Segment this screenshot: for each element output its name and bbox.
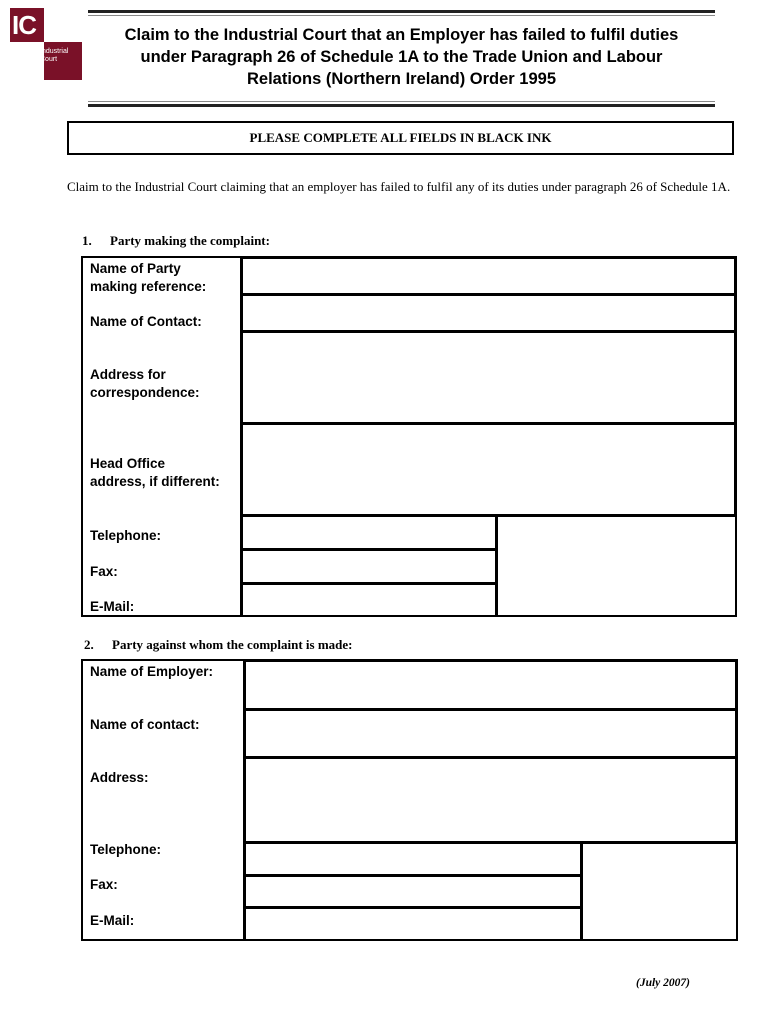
- employer-fax-field[interactable]: [244, 875, 582, 908]
- party-contact-field[interactable]: [241, 294, 736, 332]
- party-fax-label: Fax:: [90, 564, 118, 579]
- section-1-title: Party making the complaint:: [110, 233, 270, 248]
- employer-fax-label: Fax:: [90, 877, 118, 892]
- party-name-label: [90, 260, 206, 296]
- logo-caption: [40, 48, 68, 64]
- correspondence-address-field[interactable]: [241, 331, 736, 424]
- correspondence-address-label: [90, 366, 200, 402]
- employer-address-field[interactable]: [244, 757, 737, 843]
- title-rule-top: [88, 10, 715, 13]
- correspondence-address-label-line2: correspondence:: [90, 385, 200, 400]
- section-2-number: 2.: [84, 637, 94, 652]
- employer-telephone-field[interactable]: [244, 842, 582, 876]
- party-contact-label: Name of Contact:: [90, 314, 202, 329]
- form-date: (July 2007): [636, 977, 690, 989]
- party-name-label-line1: Name of Party: [90, 261, 181, 276]
- employer-contact-extra-field[interactable]: [581, 842, 738, 941]
- title-rule-bottom-thin: [88, 101, 715, 102]
- head-office-label-line1: Head Office: [90, 456, 166, 471]
- logo-caption-line1: Industrial: [40, 48, 69, 55]
- correspondence-address-label-line1: Address for: [90, 367, 166, 382]
- industrial-court-logo: [10, 8, 82, 68]
- employer-name-label: Name of Employer:: [90, 664, 214, 679]
- employer-telephone-label: Telephone:: [90, 842, 162, 857]
- employer-email-field[interactable]: [244, 907, 582, 941]
- party-fax-field[interactable]: [241, 549, 497, 584]
- title-line-3: Relations (Northern Ireland) Order 1995: [247, 70, 556, 88]
- title-rule-top-thin: [88, 15, 715, 16]
- title-rule-bottom: [88, 104, 715, 107]
- party-name-field[interactable]: [241, 257, 736, 295]
- page-title: [88, 24, 715, 90]
- section-1-number: 1.: [82, 233, 92, 248]
- head-office-label-line2: address, if different:: [90, 474, 220, 489]
- employer-address-label: Address:: [90, 770, 149, 785]
- employer-name-field[interactable]: [244, 660, 737, 710]
- party-email-field[interactable]: [241, 583, 497, 617]
- section-2-title: Party against whom the complaint is made:: [112, 637, 353, 652]
- party-contact-extra-field[interactable]: [496, 515, 737, 617]
- employer-email-label: E-Mail:: [90, 913, 135, 928]
- head-office-label: [90, 455, 220, 491]
- employer-contact-label: Name of contact:: [90, 717, 200, 732]
- logo-initials: IC: [12, 10, 36, 40]
- party-email-label: E-Mail:: [90, 599, 135, 614]
- party-telephone-label: Telephone:: [90, 528, 162, 543]
- section-1-heading: [82, 233, 270, 249]
- logo-caption-line2: Court: [40, 56, 58, 63]
- party-telephone-field[interactable]: [241, 515, 497, 550]
- title-line-1: Claim to the Industrial Court that an Employer has failed to fulfil duties: [124, 26, 679, 44]
- black-ink-notice: PLEASE COMPLETE ALL FIELDS IN BLACK INK: [67, 121, 734, 155]
- intro-text: Claim to the Industrial Court claiming that an employer has failed to fulfil any of its duties under paragraph 26 of Schedule 1A.: [67, 179, 731, 194]
- party-name-label-line2: making reference:: [90, 279, 207, 294]
- section-2-heading: [84, 637, 353, 653]
- head-office-address-field[interactable]: [241, 423, 736, 516]
- title-line-2: under Paragraph 26 of Schedule 1A to the Trade Union and Labour: [140, 48, 663, 66]
- employer-contact-field[interactable]: [244, 709, 737, 758]
